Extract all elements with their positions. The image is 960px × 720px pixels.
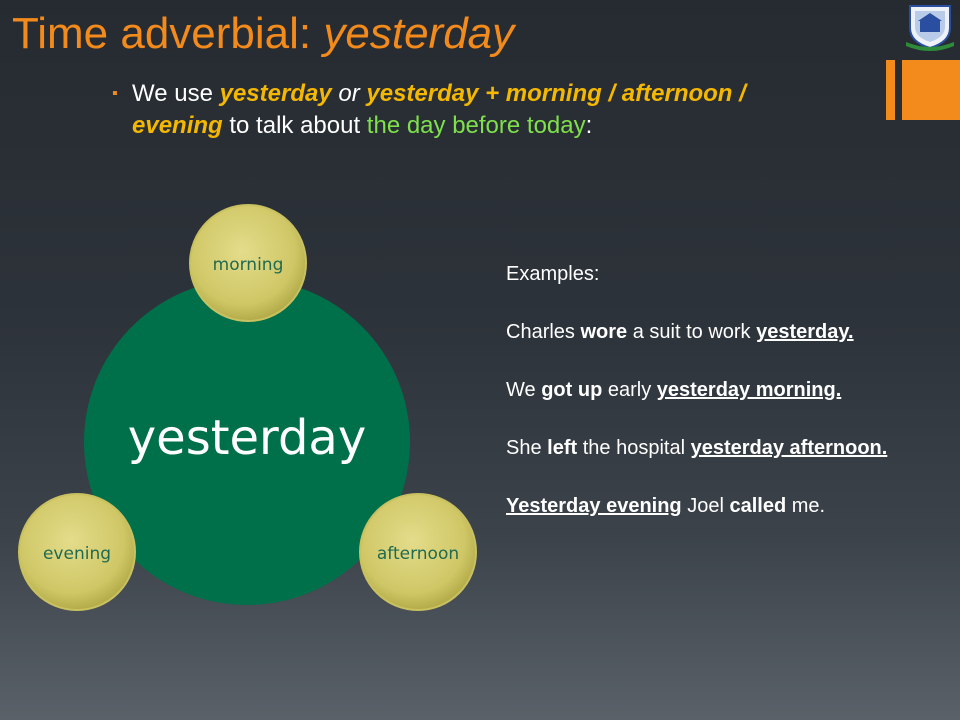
verb: called: [729, 495, 787, 517]
examples-panel: [506, 260, 946, 550]
text-run: :: [585, 112, 593, 139]
text-run: We use: [132, 80, 220, 107]
text-run: the hospital: [577, 437, 691, 459]
bullet-marker: ▪: [112, 85, 118, 102]
afternoon-label: afternoon: [376, 544, 460, 564]
text-run: Joel: [681, 495, 730, 517]
center-label: yesterday: [127, 410, 367, 466]
text-run: We: [506, 379, 542, 401]
text-run: or: [331, 80, 367, 107]
time-adverbial: Yesterday evening: [506, 495, 682, 517]
examples-heading: Examples:: [506, 263, 600, 285]
morning-label: morning: [212, 255, 284, 275]
verb: got up: [541, 379, 603, 401]
title-main: Time adverbial:: [12, 9, 324, 58]
yesterday-diagram: [0, 190, 500, 620]
verb: wore: [580, 321, 628, 343]
accent-bar-wide: [902, 60, 960, 120]
bullet-point: [112, 78, 852, 142]
text-run: She: [506, 437, 548, 459]
example-sentence: [506, 434, 946, 463]
bullet-line-1: [112, 78, 852, 110]
text-run: Charles: [506, 321, 581, 343]
example-sentence: [506, 492, 946, 521]
title-emphasis: yesterday: [323, 9, 515, 58]
evening-label: evening: [42, 544, 112, 564]
text-run: evening: [132, 112, 223, 139]
verb: left: [547, 437, 578, 459]
example-sentence: [506, 318, 946, 347]
school-crest-icon: [902, 2, 958, 52]
time-adverbial: yesterday.: [756, 321, 854, 343]
text-run: yesterday + morning / afternoon /: [366, 80, 746, 107]
text-run: the day before today: [366, 112, 586, 139]
accent-bar-thin: [886, 60, 895, 120]
slide-title: [12, 6, 514, 62]
text-run: yesterday: [219, 80, 332, 107]
time-adverbial: yesterday morning.: [656, 379, 842, 401]
text-run: me.: [786, 495, 826, 517]
text-run: a suit to work: [627, 321, 757, 343]
time-adverbial: yesterday afternoon.: [690, 437, 888, 459]
example-sentence: [506, 376, 946, 405]
text-run: to talk about: [222, 112, 367, 139]
text-run: early: [602, 379, 657, 401]
bullet-line-2: [112, 110, 852, 142]
